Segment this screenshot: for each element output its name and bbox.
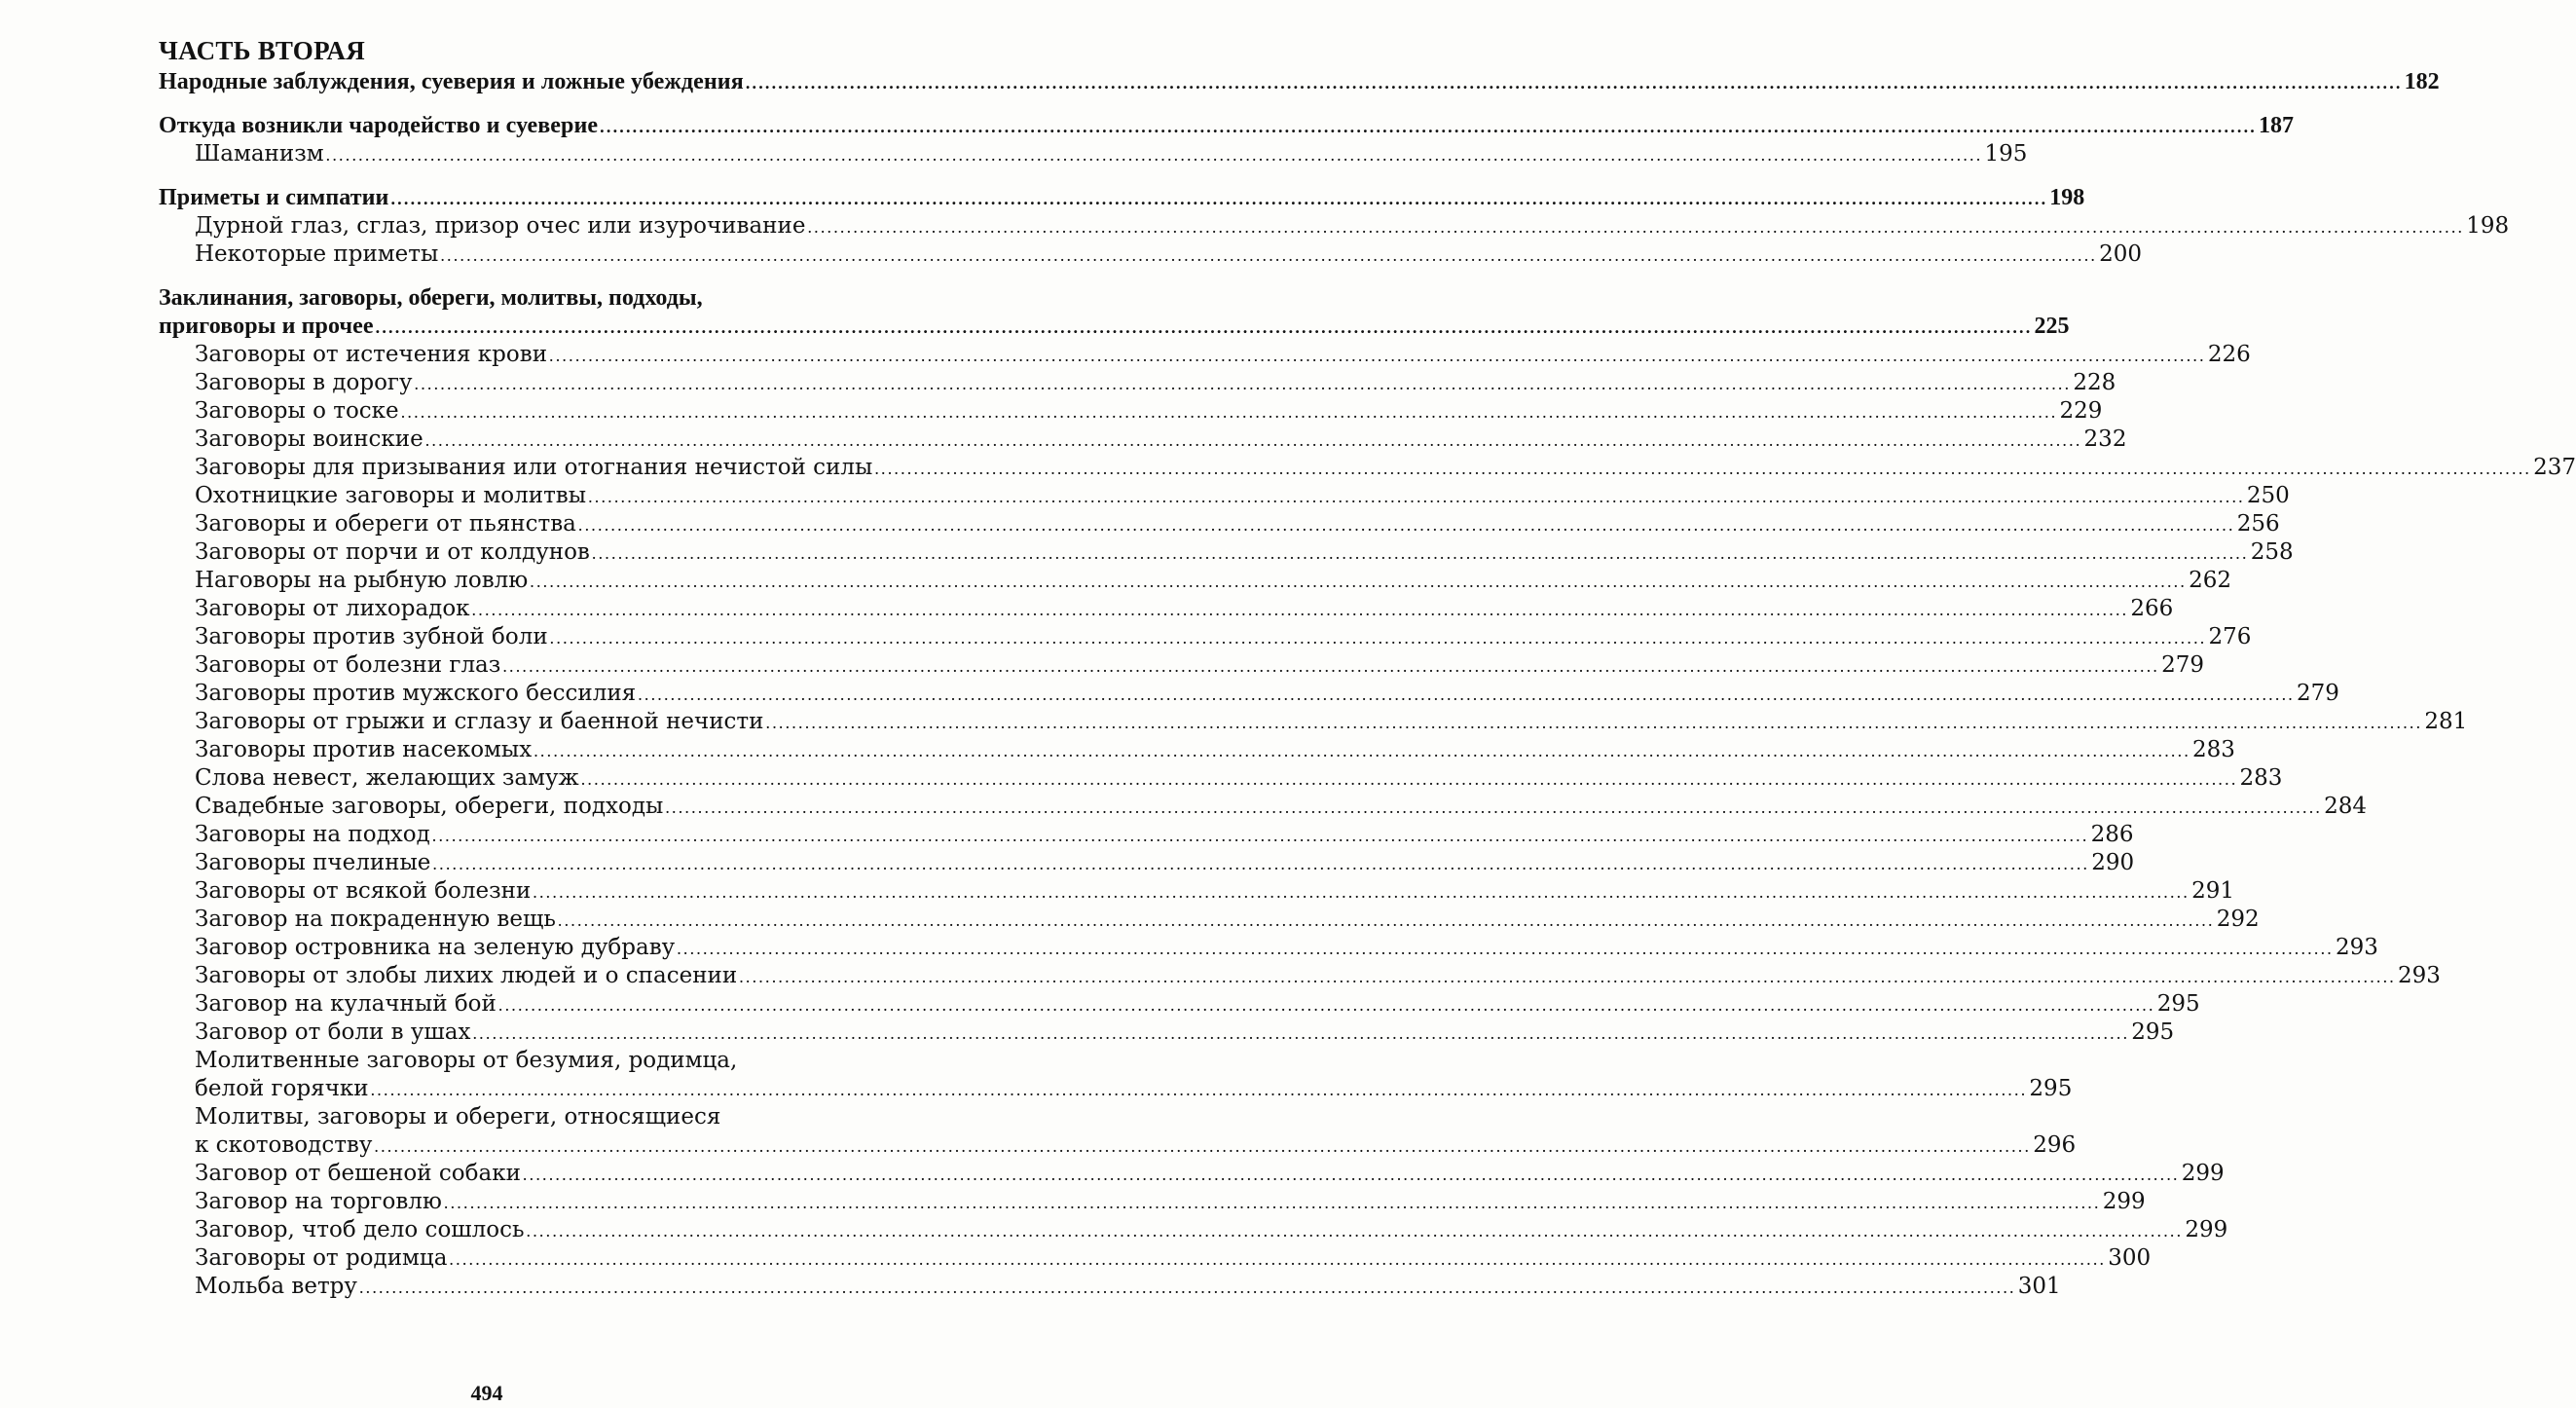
toc-leader [530, 568, 2187, 596]
toc-entry[interactable] [159, 651, 2205, 680]
toc-entry-title: Заговоры от всякой болезни [195, 878, 532, 904]
toc-leader [359, 1274, 2016, 1302]
toc-entry[interactable] [159, 849, 2135, 877]
toc-entry[interactable] [159, 369, 2116, 397]
toc-entry[interactable] [159, 708, 2468, 736]
toc-entry[interactable] [159, 764, 2283, 793]
toc-page: 301 [2017, 1274, 2061, 1299]
toc-leader [432, 850, 2089, 878]
toc-leader [374, 1132, 2031, 1161]
toc-leader [401, 398, 2058, 426]
toc-leader [502, 652, 2159, 681]
toc-entry[interactable] [159, 1216, 2228, 1244]
toc-entry[interactable] [159, 595, 2174, 623]
toc-entry[interactable] [159, 1019, 2175, 1047]
toc-entry[interactable] [159, 567, 2231, 595]
toc-entry[interactable] [159, 877, 2234, 906]
toc-leader [581, 765, 2238, 794]
toc-section[interactable] [159, 184, 2085, 212]
toc-leader [592, 539, 2249, 568]
toc-entry-title: Заговор от бешеной собаки [195, 1161, 521, 1186]
toc-entry-title: Мольба ветру [195, 1274, 357, 1299]
toc-page: 300 [2108, 1245, 2152, 1271]
toc-leader [533, 878, 2190, 907]
toc-leader [440, 241, 2097, 270]
toc-leader [498, 991, 2155, 1019]
toc-section-title: приговоры и прочее [159, 314, 374, 339]
toc-entry-title: Заговор, чтоб дело сошлось [195, 1217, 525, 1242]
toc-leader [665, 794, 2322, 822]
table-of-contents [159, 33, 2576, 1301]
toc-page: 187 [2258, 113, 2294, 138]
toc-page: 195 [1984, 141, 2028, 167]
toc-entry-title: Заговоры против насекомых [195, 737, 533, 762]
toc-entry-title: белой горячки [195, 1076, 369, 1101]
toc-page: 256 [2236, 511, 2280, 537]
toc-entry[interactable] [159, 1160, 2225, 1188]
toc-entries [159, 341, 2576, 1301]
toc-entry[interactable] [159, 623, 2252, 651]
toc-leader [444, 1189, 2101, 1217]
toc-entry[interactable] [159, 934, 2378, 962]
toc-entry[interactable] [159, 510, 2280, 538]
toc-page: 258 [2250, 539, 2294, 565]
toc-page: 279 [2297, 681, 2339, 706]
toc-entry[interactable] [159, 680, 2339, 708]
toc-entry-title: Дурной глаз, сглаз, призор очес или изурочивание [195, 213, 806, 239]
toc-entry[interactable] [159, 426, 2127, 454]
toc-page: 293 [2398, 963, 2441, 988]
toc-entry[interactable] [159, 736, 2235, 764]
toc-page: 198 [2466, 213, 2510, 239]
toc-entry-title: Заговор на покраденную вещь [195, 907, 556, 932]
toc-leader [472, 596, 2129, 624]
toc-entry[interactable] [159, 140, 2028, 168]
toc-leader [746, 69, 2403, 97]
toc-entry[interactable] [159, 1188, 2146, 1216]
toc-entry-title: Некоторые приметы [195, 241, 439, 267]
toc-entry[interactable] [159, 821, 2134, 849]
toc-section-title: Откуда возникли чародейство и суеверие [159, 113, 599, 138]
toc-entry-title: Заговоры против мужского бессилия [195, 681, 637, 706]
toc-section[interactable] [159, 112, 2294, 140]
toc-entry[interactable] [159, 341, 2251, 369]
toc-page: 276 [2208, 624, 2252, 649]
toc-entry[interactable] [159, 212, 2510, 241]
toc-page: 229 [2059, 398, 2103, 424]
toc-entry[interactable] [159, 962, 2441, 990]
toc-entry-title: Заговоры от болезни глаз [195, 652, 501, 678]
toc-leader [766, 709, 2423, 737]
toc-page: 293 [2336, 935, 2378, 960]
toc-page: 295 [2029, 1076, 2073, 1101]
toc-entry-title: Заговоры от грыжи и сглазу и баенной нечисти [195, 709, 764, 734]
toc-section-title-line: Заклинания, заговоры, обереги, молитвы, подходы, [159, 285, 703, 311]
toc-page: 228 [2073, 370, 2116, 395]
toc-entry-title-line: Молитвенные заговоры от безумия, родимца, [195, 1048, 738, 1073]
toc-entry[interactable] [159, 538, 2294, 567]
toc-leader [874, 455, 2531, 483]
page-number: 494 [470, 1381, 503, 1405]
toc-leader [807, 213, 2464, 241]
toc-leader [638, 681, 2295, 709]
toc-entry-title: Шаманизм [195, 141, 324, 167]
toc-page: 290 [2091, 850, 2135, 875]
toc-leader [376, 314, 2033, 342]
toc-entry-title: Заговоры от истечения крови [195, 342, 548, 367]
part-title: ЧАСТЬ ВТОРАЯ [159, 36, 366, 65]
toc-page: 296 [2033, 1132, 2077, 1158]
toc-page: 279 [2161, 652, 2205, 678]
toc-entry[interactable] [159, 1075, 2073, 1103]
toc-entry[interactable] [159, 454, 2576, 482]
toc-entry-title: Заговоры воинские [195, 426, 423, 452]
toc-entry[interactable] [159, 482, 2290, 510]
toc-leader [326, 141, 1983, 169]
toc-leader [558, 907, 2215, 935]
toc-leader [432, 822, 2089, 850]
toc-entry-title: Заговоры для призывания или отогнания нечистой силы [195, 455, 873, 480]
toc-leader [449, 1245, 2106, 1274]
toc-leader [600, 113, 2257, 141]
toc-entry-title: Слова невест, желающих замуж [195, 765, 579, 791]
toc-entry-title-line: Молитвы, заговоры и обереги, относящиеся [195, 1104, 721, 1130]
toc-leader [523, 1161, 2180, 1189]
toc-entry[interactable] [159, 1244, 2152, 1273]
toc-page: 237 [2533, 455, 2576, 480]
toc-page: 292 [2216, 907, 2260, 932]
toc-leader [534, 737, 2190, 765]
toc-leader [425, 426, 2082, 455]
toc-entry-title: Заговор на торговлю [195, 1189, 442, 1214]
toc-entry-title: к скотоводству [195, 1132, 373, 1158]
toc-leader [549, 342, 2206, 370]
toc-leader [550, 624, 2207, 652]
toc-section-title: Приметы и симпатии [159, 185, 389, 210]
toc-page: 299 [2102, 1189, 2146, 1214]
toc-page: 250 [2246, 483, 2290, 508]
toc-page: 225 [2034, 314, 2070, 339]
toc-leader [472, 1019, 2129, 1048]
toc-page: 266 [2130, 596, 2174, 621]
toc-entry-title: Заговор островника на зеленую дубраву [195, 935, 676, 960]
toc-leader [415, 370, 2072, 398]
toc-leader [390, 185, 2047, 213]
toc-page: 198 [2049, 185, 2085, 210]
toc-entry[interactable] [159, 793, 2368, 821]
toc-entry-title: Заговоры от порчи и от колдунов [195, 539, 590, 565]
toc-entry-title: Заговоры пчелиные [195, 850, 431, 875]
toc-entry[interactable] [159, 990, 2200, 1019]
toc-entry-title: Заговоры и обереги от пьянства [195, 511, 576, 537]
toc-entry[interactable] [159, 906, 2260, 934]
toc-entry-title: Наговоры на рыбную ловлю [195, 568, 529, 593]
toc-page: 281 [2424, 709, 2468, 734]
toc-page: 262 [2189, 568, 2231, 593]
toc-page: 286 [2090, 822, 2134, 847]
toc-entry-title: Заговор от боли в ушах [195, 1019, 471, 1045]
toc-page: 283 [2192, 737, 2235, 762]
toc-leader [578, 511, 2235, 539]
toc-entry-title: Заговоры от злобы лихих людей и о спасении [195, 963, 738, 988]
toc-leader [677, 935, 2334, 963]
toc-entry-title: Заговоры против зубной боли [195, 624, 548, 649]
toc-page: 295 [2156, 991, 2200, 1017]
toc-entry-title: Заговор на кулачный бой [195, 991, 497, 1017]
toc-page: 232 [2083, 426, 2127, 452]
toc-entry-title: Охотницкие заговоры и молитвы [195, 483, 587, 508]
toc-entry[interactable] [159, 397, 2103, 426]
toc-entry[interactable] [159, 1273, 2061, 1301]
toc-entry-title: Заговоры в дорогу [195, 370, 413, 395]
toc-entry-title: Свадебные заговоры, обереги, подходы [195, 794, 664, 819]
toc-page: 283 [2239, 765, 2283, 791]
toc-section[interactable] [159, 68, 2440, 96]
toc-section-title: Народные заблуждения, суеверия и ложные убеждения [159, 69, 744, 94]
toc-page: 291 [2191, 878, 2234, 904]
toc-page: 200 [2099, 241, 2143, 267]
toc-page: 182 [2404, 69, 2440, 94]
toc-entry-title: Заговоры о тоске [195, 398, 399, 424]
toc-page: 295 [2131, 1019, 2175, 1045]
toc-leader [739, 963, 2396, 991]
toc-section[interactable] [159, 313, 2070, 341]
toc-page: 226 [2207, 342, 2251, 367]
toc-entry-title: Заговоры от родимца [195, 1245, 448, 1271]
toc-entry-title: Заговоры от лихорадок [195, 596, 470, 621]
toc-entry[interactable] [159, 241, 2143, 269]
toc-entry-title: Заговоры на подход [195, 822, 430, 847]
toc-leader [527, 1217, 2184, 1245]
toc-leader [588, 483, 2245, 511]
toc-page: 284 [2324, 794, 2368, 819]
toc-page: 299 [2181, 1161, 2225, 1186]
toc-leader [371, 1076, 2028, 1104]
toc-entry[interactable] [159, 1131, 2077, 1160]
toc-page: 299 [2185, 1217, 2228, 1242]
